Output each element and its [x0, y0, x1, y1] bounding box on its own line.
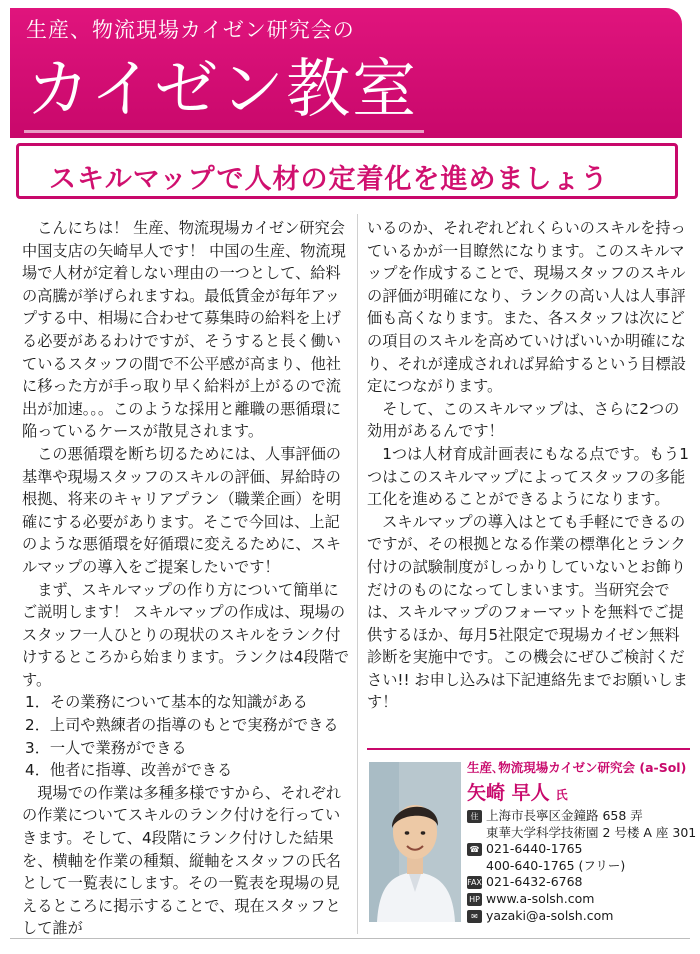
- contact-row: [467, 908, 689, 925]
- address-icon: 住: [467, 810, 482, 823]
- series-label: 生産、物流現場カイゼン研究会の: [26, 18, 355, 42]
- rank-list-item: 3．一人で業務ができる: [25, 738, 187, 757]
- bottom-rule: [10, 938, 690, 939]
- contact-row: [467, 891, 689, 908]
- paragraph: いるのか、それぞれどれくらいのスキルを持っているかが一目瞭然になります。このスキルマップを作成することで、現場スタッフのスキルの評価が明確になり、ランクの高い人は人事評価も高くなります。また、各スタッフは次にどの項目のスキルを高めていけばいいか明確になり、それが達成されれば昇給するという目標設定につながります。: [367, 219, 686, 396]
- title-underline: [24, 130, 424, 133]
- contact-fax: 021-6432-6768: [486, 874, 583, 890]
- contact-website[interactable]: www.a-solsh.com: [486, 890, 595, 906]
- column-divider: [357, 214, 358, 934]
- paragraph: この悪循環を断ち切るためには、人事評価の基準や現場スタッフのスキルの評価、昇給時の根拠、将来のキャリアプラン（職業企画）を明確にする必要があります。そこで今回は、上記のような悪循環を好循環に変えるために、スキルマップの導入をご提案したいです！: [22, 444, 341, 576]
- author-honorific: 氏: [555, 788, 568, 802]
- article-subtitle: スキルマップで人材の定着化を進めましょう: [49, 164, 609, 195]
- rank-list-item: 4．他者に指導、改善ができる: [25, 761, 233, 780]
- fax-icon: FAX: [467, 878, 482, 888]
- contact-divider: [367, 748, 690, 750]
- phone-icon: ☎: [467, 843, 482, 856]
- spacer-icon: [467, 860, 482, 873]
- contact-phone-free: 400-640-1765 (フリー): [486, 857, 626, 873]
- contact-row: [467, 841, 689, 858]
- author-photo: [369, 762, 461, 922]
- rank-list: [22, 691, 352, 781]
- paragraph: こんにちは！ 生産、物流現場カイゼン研究会中国支店の矢崎早人です！ 中国の生産、物流現場で人材が定着しない理由の一つとして、給料の高騰が挙げられますね。最低賃金が毎年アップする中、相場に合わせて募集時の給料を上げる必要があるわけですが、そうすると長く働いているスタッフの間で不公平感が高まり、他社に移った方が手っ取り早く給料が上がるので流出が加速。。。このような採用と離職の悪循環に陥っているケースが散見されます。: [22, 219, 346, 441]
- article-column-left: [22, 217, 352, 940]
- paragraph: まず、スキルマップの作り方について簡単にご説明します！ スキルマップの作成は、現場のスタッフ一人ひとりの現状のスキルをランク付けするところから始まります。ランクは4段階です。: [22, 580, 350, 689]
- contact-email[interactable]: yazaki@a-solsh.com: [486, 907, 614, 923]
- page-title: カイゼン教室: [26, 53, 419, 127]
- article-header: [10, 8, 690, 204]
- mail-icon: ✉: [467, 910, 482, 923]
- contact-card: [367, 748, 697, 932]
- article-column-right: [367, 217, 689, 714]
- paragraph: そして、このスキルマップは、さらに2つの効用があるんです！: [367, 399, 680, 441]
- contact-info: [467, 808, 697, 924]
- rank-list-item: 1．その業務について基本的な知識がある: [25, 693, 308, 712]
- web-icon: HP: [467, 893, 482, 906]
- rank-list-item: 2．上司や熟練者の指導のもとで実務ができる: [25, 716, 339, 735]
- subtitle-box: [16, 143, 678, 199]
- contact-row: [467, 824, 697, 842]
- contact-row: [467, 858, 689, 875]
- author-name-line: [467, 778, 568, 805]
- organization-name: 生産､物流現場カイゼン研究会 (a-Sol): [467, 760, 687, 775]
- contact-address-line-2: 東華大学科学技術園 2 号楼 A 座 301: [486, 824, 697, 840]
- paragraph: 現場での作業は多種多様ですから、それぞれの作業についてスキルのランク付けを行っていきます。そして、4段階にランク付けした結果を、横軸を作業の種類、縦軸をスタッフの氏名として一覧表にします。その一覧表を現場の見えるところに掲示することで、現在スタッフとして誰が: [22, 783, 341, 938]
- contact-address: 上海市長寧区金鐘路 658 弄: [486, 808, 643, 823]
- paragraph: 1つは人材育成計画表にもなる点です。もう1つはこのスキルマップによってスタッフの多能工化を進めることができるようになります。: [367, 444, 689, 509]
- contact-row: [467, 808, 689, 825]
- spacer-icon: [467, 827, 482, 840]
- paragraph: スキルマップの導入はとても手軽にできるのですが、その根拠となる作業の標準化とランク付けの試験制度がしっかりしていないとお飾りだけのものになってしまいます。当研究会では、スキルマップのフォーマットを無料でご提供するほか、毎月5社限定で現場カイゼン無料診断を実施中です。この機会にぜひご検討ください!! お申し込みは下記連絡先までお願いします！: [367, 512, 688, 712]
- contact-phone: 021-6440-1765: [486, 841, 583, 857]
- author-portrait-icon: [369, 762, 461, 922]
- author-name: 矢崎 早人: [467, 782, 550, 804]
- contact-row: [467, 874, 689, 891]
